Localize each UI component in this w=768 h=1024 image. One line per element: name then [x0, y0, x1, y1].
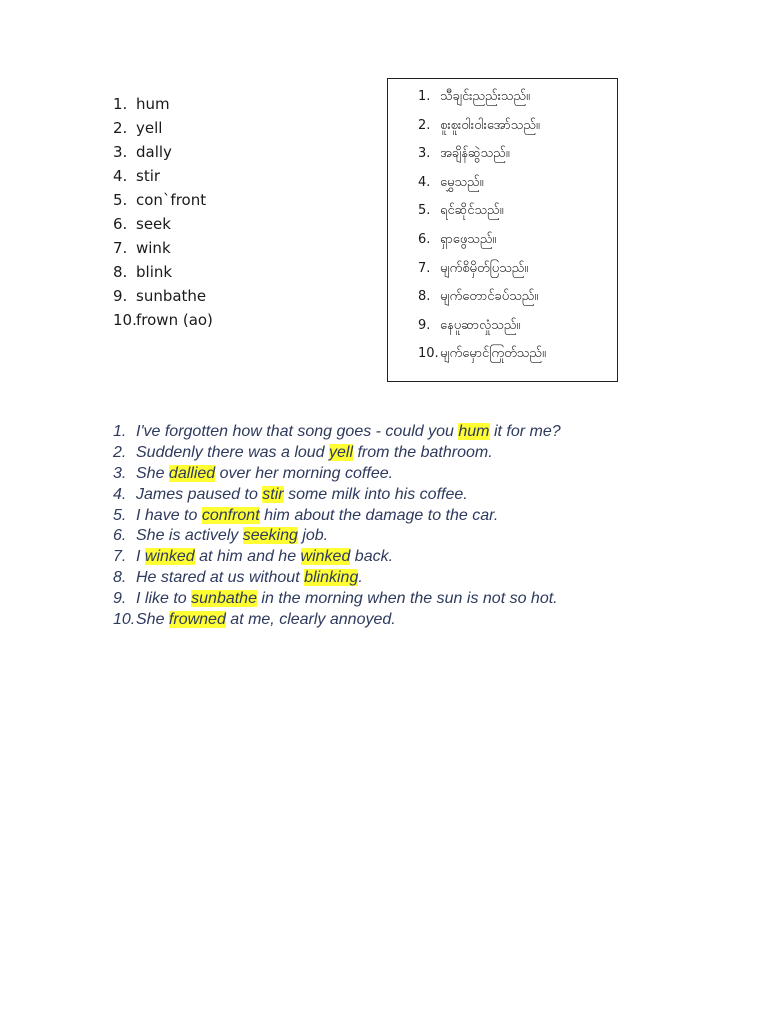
item-number: 7.	[418, 260, 431, 276]
sentence-item	[113, 422, 561, 443]
sentence-text: back.	[350, 548, 394, 566]
item-number: 10.	[113, 611, 136, 629]
vocab-word: sunbathe	[136, 287, 207, 305]
sentence-item	[113, 547, 561, 568]
translation-item	[418, 283, 546, 312]
translation-text: အချိန်ဆွဲသည်။	[440, 146, 510, 162]
vocab-word: frown (ao)	[136, 311, 213, 329]
translation-list	[418, 83, 546, 369]
sentence-item	[113, 506, 561, 527]
translation-item	[418, 112, 546, 141]
sentence-text: him about the damage to the car.	[259, 506, 499, 524]
vocab-word: con`front	[136, 191, 207, 209]
vocab-word: hum	[136, 95, 170, 113]
translation-box	[387, 78, 618, 382]
sentence-item	[113, 610, 561, 631]
highlighted-word: winked	[144, 548, 195, 566]
item-number: 2.	[418, 117, 431, 133]
translation-text: သီချင်းညည်းသည်။	[440, 89, 530, 104]
vocab-item	[113, 260, 213, 284]
item-number: 6.	[113, 527, 127, 545]
vocab-item	[113, 140, 213, 164]
highlighted-word: sunbathe	[191, 590, 257, 608]
sentence-text: at me, clearly annoyed.	[225, 611, 396, 629]
sentence-text: from the bathroom.	[353, 443, 493, 461]
item-number: 3.	[113, 464, 127, 482]
highlighted-word: dallied	[168, 464, 216, 482]
vocab-word: seek	[136, 215, 171, 233]
translation-item	[418, 340, 546, 369]
vocab-item	[113, 212, 213, 236]
translation-text: မျက်စိမှိတ်ပြသည်။	[440, 260, 529, 276]
example-sentences	[113, 422, 561, 631]
item-number: 3.	[113, 143, 128, 161]
item-number: 5.	[113, 506, 127, 524]
item-number: 7.	[113, 239, 128, 257]
translation-text: မွှေသည်။	[440, 174, 484, 190]
item-number: 5.	[113, 191, 128, 209]
sentence-text: I like to	[136, 590, 192, 608]
highlighted-word: seeking	[242, 527, 298, 545]
item-number: 6.	[113, 215, 128, 233]
item-number: 7.	[113, 548, 127, 566]
translation-text: နေပူဆာလှုံသည်။	[440, 317, 521, 333]
item-number: 1.	[113, 423, 127, 440]
item-number: 3.	[418, 146, 431, 162]
item-number: 2.	[113, 443, 127, 461]
sentence-text: some milk into his coffee.	[283, 485, 468, 503]
item-number: 4.	[113, 167, 128, 185]
sentence-text: James paused to	[136, 485, 263, 503]
sentence-text: I have to	[136, 506, 202, 524]
sentence-text: I	[136, 548, 145, 566]
sentence-text: I've forgotten how that song goes - could you	[136, 423, 459, 440]
item-number: 2.	[113, 119, 128, 137]
sentence-text: at him and he	[194, 548, 301, 566]
translation-item	[418, 255, 546, 284]
sentence-item	[113, 464, 561, 485]
translation-item	[418, 197, 546, 226]
sentence-text: job.	[297, 527, 329, 545]
vocab-word: dally	[136, 143, 172, 161]
translation-text: ရှာဖွေသည်။	[440, 231, 497, 247]
vocab-word: wink	[136, 239, 171, 257]
highlighted-word: blinking	[304, 569, 359, 587]
vocab-word: yell	[136, 119, 163, 137]
item-number: 8.	[418, 289, 431, 305]
item-number: 9.	[418, 317, 431, 333]
sentence-text: He stared at us without	[136, 569, 305, 587]
vocab-item	[113, 116, 213, 140]
vocab-word: stir	[136, 167, 161, 185]
vocab-item	[113, 284, 213, 308]
vocab-item	[113, 188, 213, 212]
item-number: 1.	[418, 89, 431, 104]
highlighted-word: frowned	[168, 611, 226, 629]
item-number: 10.	[418, 346, 439, 362]
item-number: 8.	[113, 263, 128, 281]
translation-item	[418, 140, 546, 169]
translation-item	[418, 226, 546, 255]
vocab-item	[113, 308, 213, 332]
item-number: 5.	[418, 203, 431, 219]
sentence-text: She	[136, 464, 169, 482]
item-number: 8.	[113, 569, 127, 587]
translation-text: မျက်တောင်ခပ်သည်။	[440, 289, 539, 305]
item-number: 9.	[113, 590, 127, 608]
sentence-text: Suddenly there was a loud	[136, 443, 330, 461]
highlighted-word: stir	[262, 485, 284, 503]
sentence-item	[113, 568, 561, 589]
item-number: 10.	[113, 311, 137, 329]
vocab-word: blink	[136, 263, 173, 281]
sentence-text: She	[136, 611, 169, 629]
translation-item	[418, 83, 546, 112]
translation-item	[418, 169, 546, 198]
sentence-item	[113, 485, 561, 506]
vocab-item	[113, 92, 213, 116]
item-number: 4.	[113, 485, 127, 503]
translation-text: ရင်ဆိုင်သည်။	[440, 203, 504, 219]
item-number: 9.	[113, 287, 128, 305]
sentence-item	[113, 443, 561, 464]
vocab-item	[113, 164, 213, 188]
item-number: 4.	[418, 174, 431, 190]
translation-item	[418, 312, 546, 341]
vocabulary-list	[113, 92, 213, 332]
sentence-item	[113, 589, 561, 610]
item-number: 1.	[113, 95, 128, 113]
highlighted-word: hum	[458, 423, 490, 440]
sentence-text: .	[358, 569, 363, 587]
sentence-item	[113, 526, 561, 547]
translation-text: စူးစူးဝါးဝါးအော်သည်။	[440, 117, 540, 133]
sentence-text: She is actively	[136, 527, 243, 545]
sentence-text: over her morning coffee.	[215, 464, 394, 482]
translation-text: မျက်မှောင်ကြုတ်သည်။	[440, 346, 546, 362]
highlighted-word: confront	[201, 506, 260, 524]
highlighted-word: yell	[329, 443, 354, 461]
highlighted-word: winked	[300, 548, 351, 566]
item-number: 6.	[418, 231, 431, 247]
sentence-text: it for me?	[489, 423, 561, 440]
sentence-text: in the morning when the sun is not so hot.	[256, 590, 558, 608]
vocab-item	[113, 236, 213, 260]
